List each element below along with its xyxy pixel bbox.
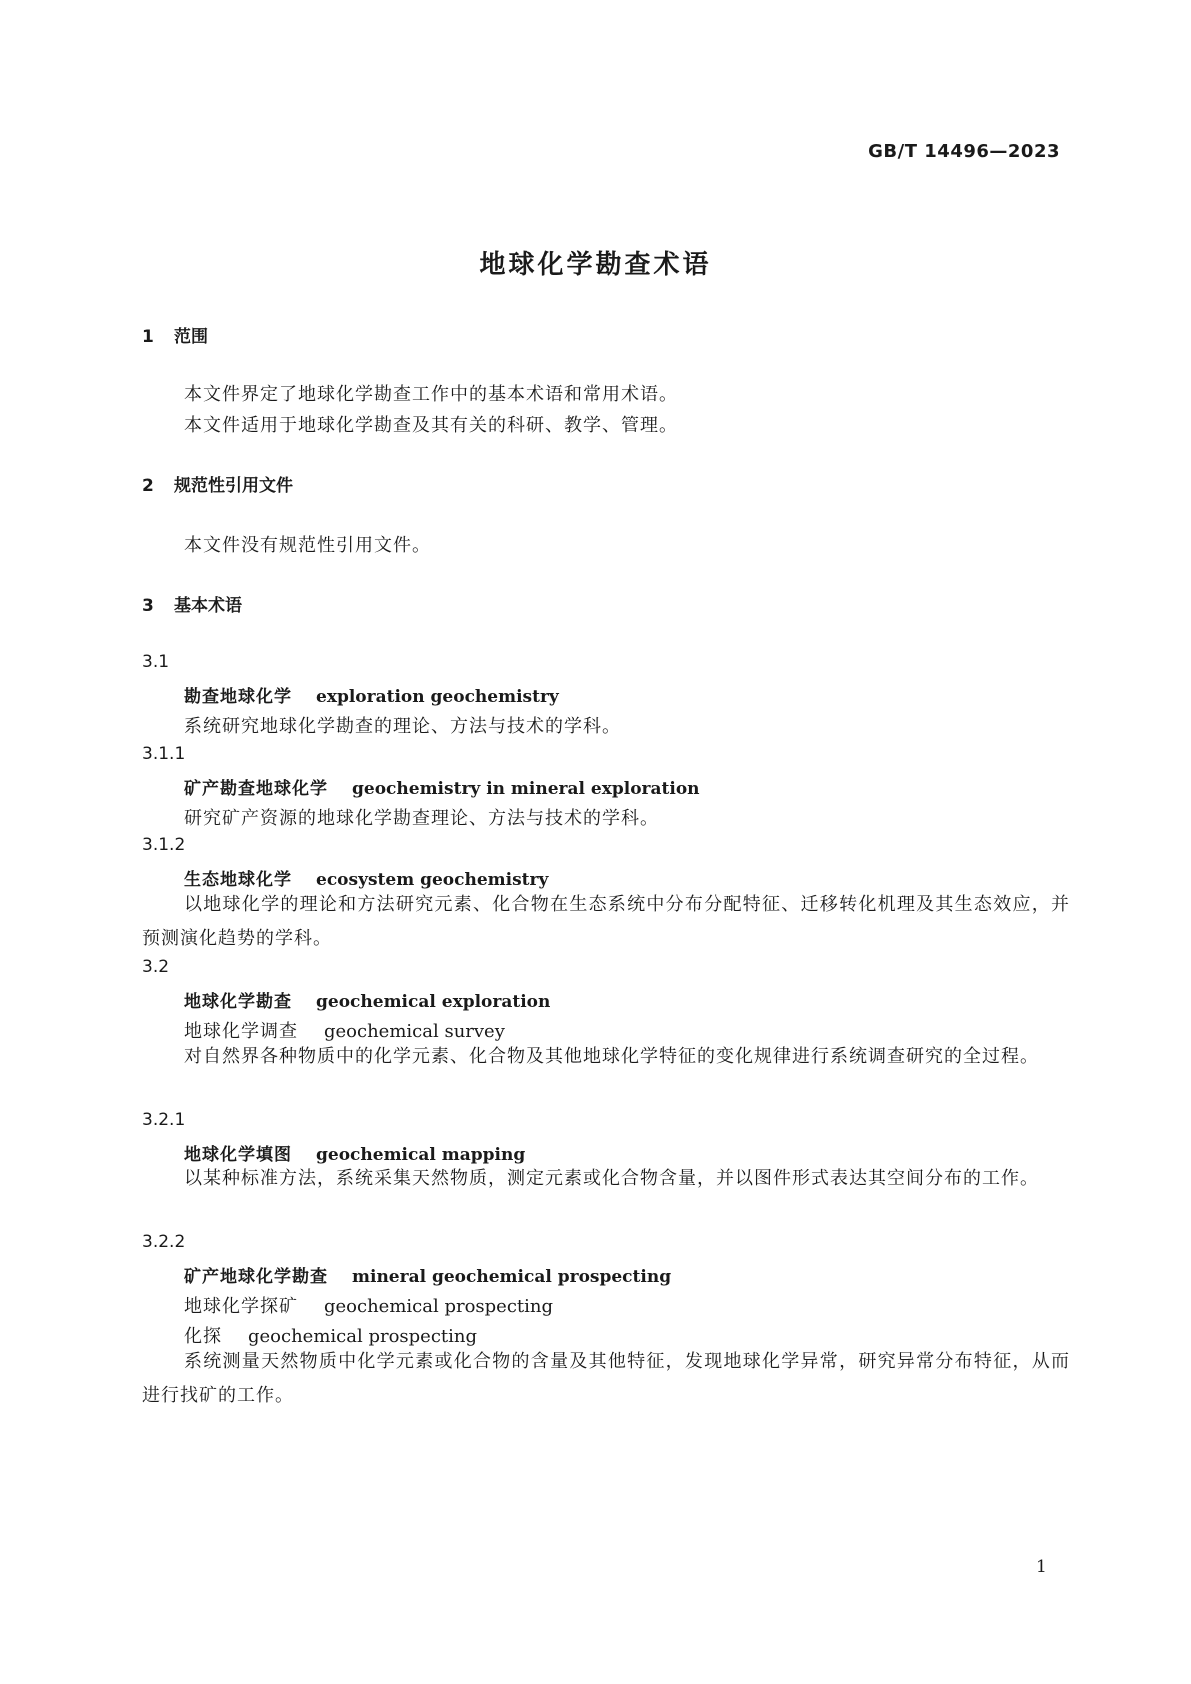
term-number: 3.2.2 (142, 1232, 186, 1252)
term-en: geochemical mapping (316, 1145, 526, 1165)
document-title: 地球化学勘查术语 (479, 250, 712, 280)
term-heading (184, 774, 700, 799)
term-en: mineral geochemical prospecting (352, 1267, 672, 1287)
synonym-en: geochemical prospecting (248, 1326, 478, 1347)
term-en: geochemical exploration (316, 992, 551, 1012)
term-definition: 研究矿产资源的地球化学勘查理论、方法与技术的学科。 (184, 808, 659, 829)
term-number: 3.1.1 (142, 744, 186, 764)
page-number: 1 (1036, 1557, 1047, 1577)
section-1-paragraph-2: 本文件适用于地球化学勘查及其有关的科研、教学、管理。 (184, 415, 678, 436)
synonym-zh: 地球化学调查 (184, 1021, 298, 1042)
section-2-paragraph-1: 本文件没有规范性引用文件。 (184, 535, 431, 556)
term-heading (184, 682, 559, 707)
term-definition: 系统研究地球化学勘查的理论、方法与技术的学科。 (184, 716, 621, 737)
term-en: ecosystem geochemistry (316, 870, 549, 890)
section-number: 2 (142, 476, 154, 496)
term-number: 3.1.2 (142, 835, 186, 855)
term-heading (184, 987, 550, 1012)
term-definition: 以地球化学的理论和方法研究元素、化合物在生态系统中分布分配特征、迁移转化机理及其生态效应，并预测演化趋势的学科。 (142, 894, 1070, 949)
term-definition: 以某种标准方法，系统采集天然物质，测定元素或化合物含量，并以图件形式表达其空间分布的工作。 (184, 1168, 1039, 1189)
term-en: geochemistry in mineral exploration (352, 779, 700, 799)
section-2-heading (142, 471, 293, 496)
term-definition: 系统测量天然物质中化学元素或化合物的含量及其他特征，发现地球化学异常，研究异常分布特征，从而进行找矿的工作。 (142, 1351, 1070, 1406)
term-zh: 矿产地球化学勘查 (184, 1267, 328, 1287)
synonym-zh: 地球化学探矿 (184, 1296, 298, 1317)
section-1-paragraph-1: 本文件界定了地球化学勘查工作中的基本术语和常用术语。 (184, 384, 678, 405)
term-zh: 矿产勘查地球化学 (184, 779, 328, 799)
section-3-heading (142, 591, 242, 616)
term-definition: 对自然界各种物质中的化学元素、化合物及其他地球化学特征的变化规律进行系统调查研究的全过程。 (184, 1046, 1039, 1067)
section-number: 1 (142, 327, 154, 347)
term-number: 3.1 (142, 652, 170, 672)
term-number: 3.2.1 (142, 1110, 186, 1130)
term-heading (184, 865, 548, 890)
section-1-heading (142, 322, 208, 347)
synonym-en: geochemical survey (324, 1021, 505, 1042)
term-zh: 勘查地球化学 (184, 687, 292, 707)
section-title: 基本术语 (174, 596, 242, 616)
term-zh: 生态地球化学 (184, 870, 292, 890)
section-number: 3 (142, 596, 154, 616)
standard-number: GB/T 14496—2023 (868, 141, 1060, 162)
synonym-zh: 化探 (184, 1326, 222, 1347)
section-title: 范围 (174, 327, 208, 347)
term-synonym (184, 1292, 553, 1318)
term-zh: 地球化学勘查 (184, 992, 292, 1012)
term-heading (184, 1262, 671, 1287)
term-number: 3.2 (142, 957, 170, 977)
term-zh: 地球化学填图 (184, 1145, 292, 1165)
synonym-en: geochemical prospecting (324, 1296, 554, 1317)
term-en: exploration geochemistry (316, 687, 559, 707)
section-title: 规范性引用文件 (174, 476, 293, 496)
